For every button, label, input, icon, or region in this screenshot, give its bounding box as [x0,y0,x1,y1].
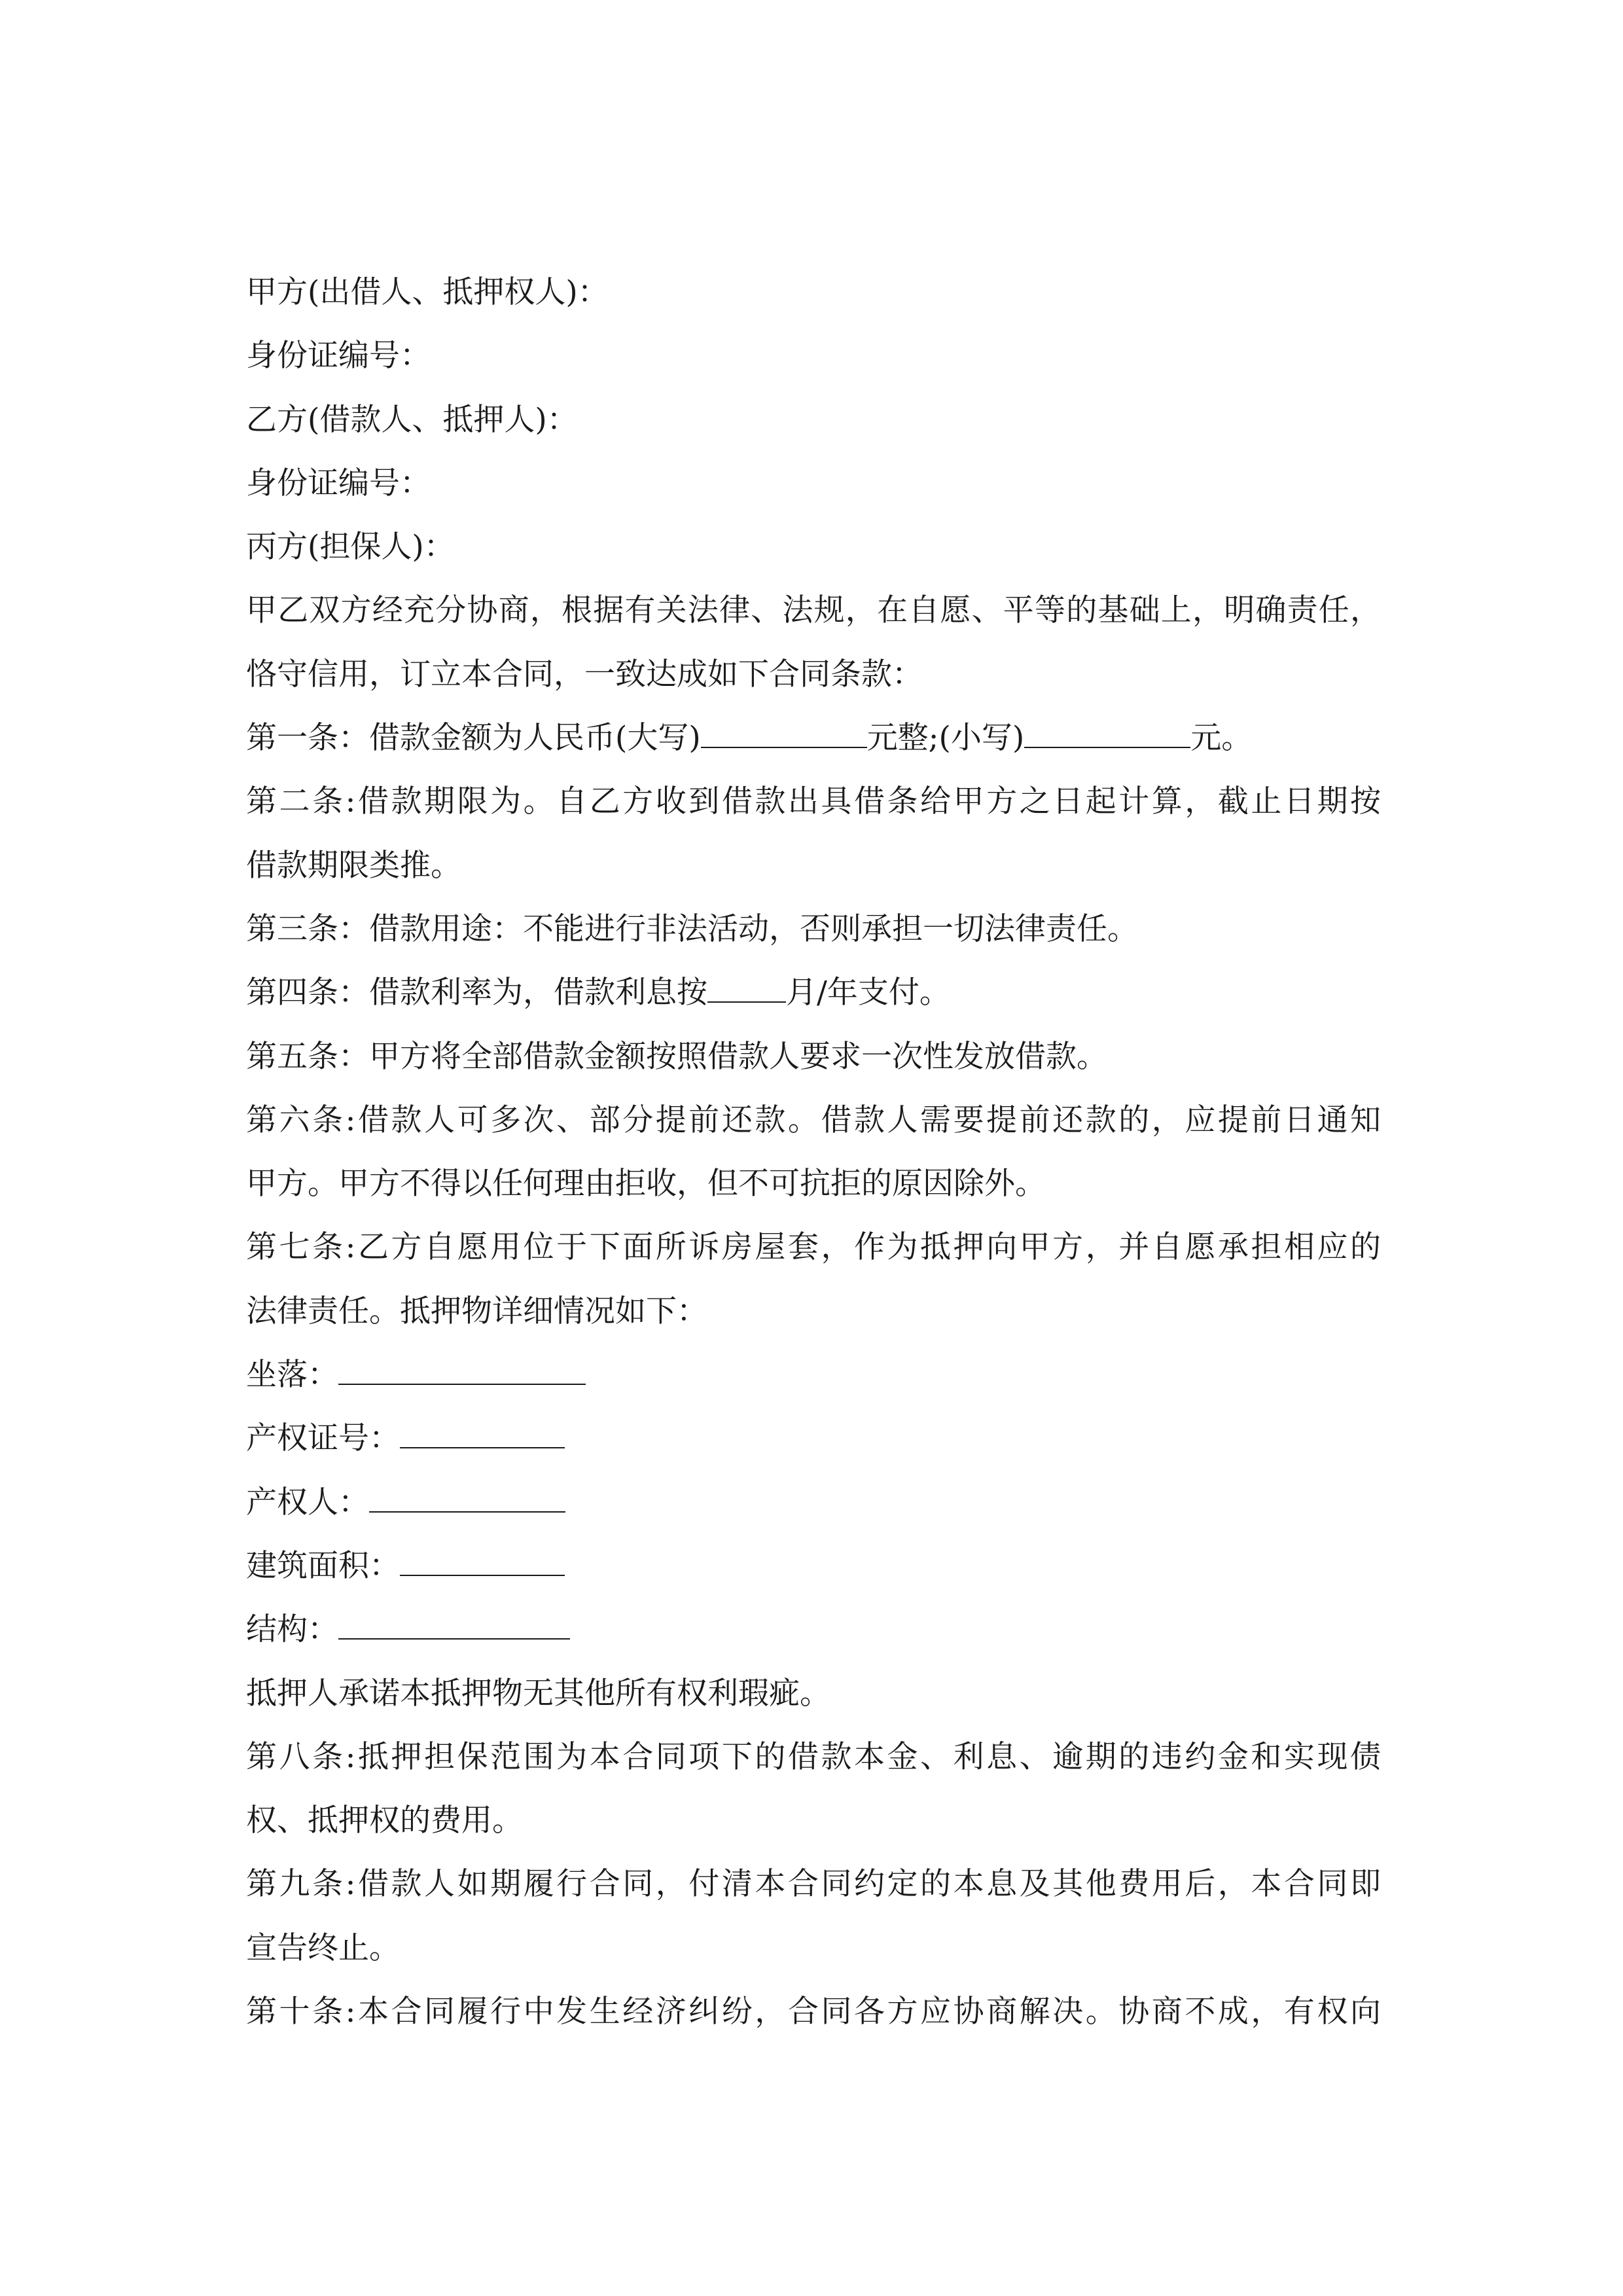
cert-blank [400,1418,565,1449]
article-3: 第三条：借款用途：不能进行非法活动，否则承担一切法律责任。 [246,910,1138,947]
article-7-line-1: 第七条:乙方自愿用位于下面所诉房屋套，作为抵押向甲方，并自愿承担相应的 [246,1229,1381,1266]
article-8-line-2: 权、抵押权的费用。 [246,1803,523,1839]
article-6-line-2: 甲方。甲方不得以任何理由拒收，但不可抗拒的原因除外。 [246,1166,1046,1202]
article-5: 第五条：甲方将全部借款金额按照借款人要求一次性发放借款。 [246,1038,1107,1075]
amount-lowercase-blank [1024,717,1190,748]
collateral-area [246,1534,1381,1598]
article-10-line-1: 第十条:本合同履行中发生经济纠纷，合同各方应协商解决。协商不成，有权向 [246,1994,1381,2030]
article-1-prefix: 第一条：借款金额为人民币(大写) [246,720,701,757]
article-2-line-2: 借款期限类推。 [246,847,461,884]
article-1-suffix: 元。 [1190,720,1253,757]
article-4-suffix: 月/年支付。 [786,975,950,1011]
cert-label: 产权证号： [246,1420,400,1457]
structure-blank [338,1609,570,1640]
amount-uppercase-blank [701,717,867,748]
party-a-line: 甲方(出借人、抵押权人)： [246,274,609,310]
article-9-line-2: 宣告终止。 [246,1929,400,1966]
article-4-prefix: 第四条：借款利率为，借款利息按 [246,975,707,1011]
party-b-line: 乙方(借款人、抵押人)： [246,401,578,438]
area-label: 建筑面积： [246,1547,400,1584]
contract-body [246,260,1381,2043]
structure-label: 结构： [246,1611,338,1648]
interest-period-blank [707,973,786,1003]
intro-line-2: 恪守信用，订立本合同，一致达成如下合同条款： [246,656,923,692]
location-label: 坐落： [246,1357,338,1393]
collateral-promise: 抵押人承诺本抵押物无其他所有权利瑕疵。 [246,1675,830,1712]
article-6-line-1: 第六条:借款人可多次、部分提前还款。借款人需要提前还款的，应提前日通知 [246,1102,1381,1138]
article-7-line-2: 法律责任。抵押物详细情况如下： [246,1293,707,1329]
collateral-location [246,1343,1381,1407]
article-4 [246,961,1381,1024]
collateral-owner [246,1471,1381,1534]
article-9-line-1: 第九条:借款人如期履行合同，付清本合同约定的本息及其他费用后，本合同即 [246,1866,1381,1903]
area-blank [400,1545,565,1576]
owner-blank [369,1482,565,1513]
article-2-line-1: 第二条:借款期限为。自乙方收到借款出具借条给甲方之日起计算，截止日期按 [246,783,1381,820]
location-blank [338,1354,586,1385]
collateral-cert [246,1407,1381,1470]
collateral-structure [246,1598,1381,1661]
owner-label: 产权人： [246,1484,369,1520]
party-b-id-line: 身份证编号： [246,465,431,501]
party-a-id-line: 身份证编号： [246,338,431,374]
article-8-line-1: 第八条:抵押担保范围为本合同项下的借款本金、利息、逾期的违约金和实现债 [246,1738,1381,1775]
article-1-mid: 元整;(小写) [866,720,1025,757]
intro-line-1: 甲乙双方经充分协商，根据有关法律、法规，在自愿、平等的基础上，明确责任， [246,592,1381,629]
article-1 [246,706,1381,770]
party-c-line: 丙方(担保人)： [246,529,455,565]
